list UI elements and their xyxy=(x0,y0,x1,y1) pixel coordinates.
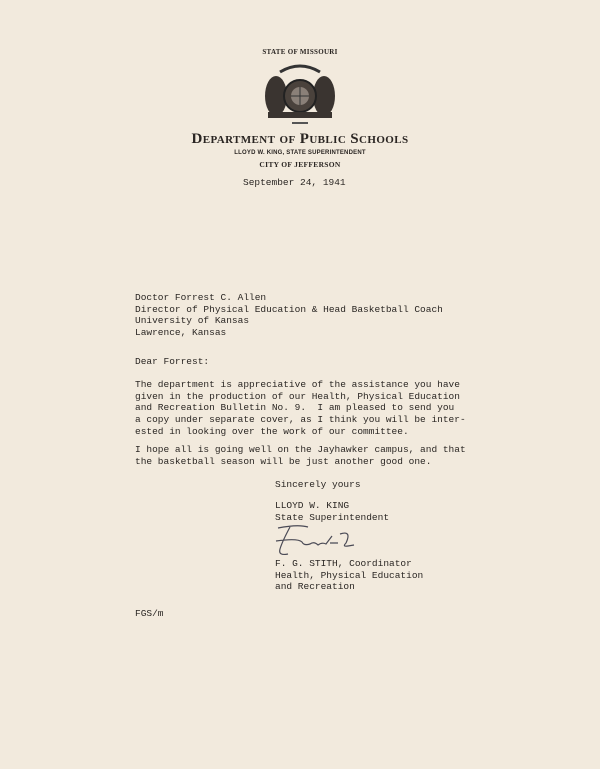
letterhead-city: CITY OF JEFFERSON xyxy=(259,160,341,169)
address-line: Director of Physical Education & Head Basketball Coach xyxy=(135,303,443,315)
signer-name: LLOYD W. KING xyxy=(275,500,350,511)
letterhead-department: Department of Public Schools xyxy=(191,131,409,147)
cosigner-block xyxy=(275,558,423,593)
paragraph-line: and Recreation Bulletin No. 9. I am pleased to send you xyxy=(135,402,455,414)
signer-title: State Superintendent xyxy=(275,511,390,523)
handwritten-signature xyxy=(268,524,358,558)
reference-initials: FGS/m xyxy=(135,608,164,619)
paragraph-line: given in the production of our Health, Physical Education xyxy=(135,390,460,402)
salutation: Dear Forrest: xyxy=(135,356,210,367)
cosigner-line: and Recreation xyxy=(275,581,355,593)
paragraph-line: ested in looking over the work of our committee. xyxy=(135,425,409,437)
cosigner-line: F. G. STITH, Coordinator xyxy=(275,558,412,569)
missouri-state-seal xyxy=(262,62,338,128)
cosigner-line: Health, Physical Education xyxy=(275,569,424,581)
paragraph-line: I hope all is going well on the Jayhawker campus, and that xyxy=(135,444,466,455)
address-line: Lawrence, Kansas xyxy=(135,327,227,339)
letter-date: September 24, 1941 xyxy=(243,177,346,188)
letterhead-superintendent: LLOYD W. KING, STATE SUPERINTENDENT xyxy=(234,150,366,156)
closing: Sincerely yours xyxy=(275,479,361,490)
body-paragraph-1 xyxy=(135,379,466,437)
signer-block xyxy=(275,500,389,523)
paragraph-line: the basketball season will be just another good one. xyxy=(135,455,432,467)
letterhead-state: STATE OF MISSOURI xyxy=(262,48,338,56)
paragraph-line: a copy under separate cover, as I think you will be inter- xyxy=(135,414,466,426)
address-line: University of Kansas xyxy=(135,315,250,327)
body-paragraph-2 xyxy=(135,444,466,467)
paragraph-line: The department is appreciative of the assistance you have xyxy=(135,379,460,390)
address-line: Doctor Forrest C. Allen xyxy=(135,292,267,303)
recipient-address xyxy=(135,292,443,339)
